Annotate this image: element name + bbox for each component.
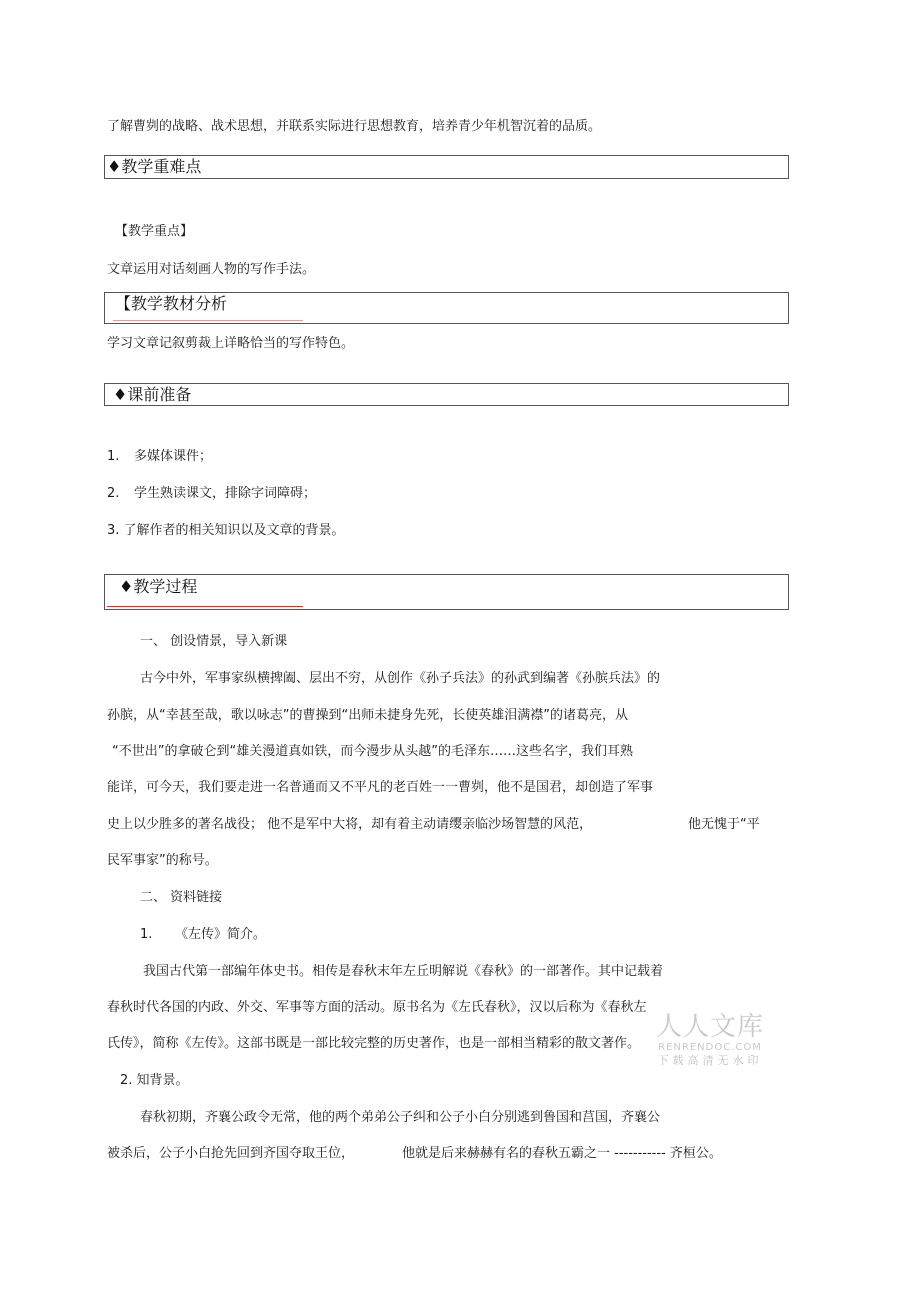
edit-underline — [113, 320, 303, 321]
watermark-logo: 人人文库 — [655, 1012, 764, 1042]
part-2-title: 二、 资料链接 — [140, 890, 223, 905]
zuozhuan-line-1: 我国古代第一部编年体史书。相传是春秋末年左丘明解说《春秋》的一部著作。其中记载着 — [143, 964, 664, 979]
watermark — [648, 1012, 772, 1068]
heading-box-preparation — [104, 383, 789, 406]
prep-item-3: 3. 了解作者的相关知识以及文章的背景。 — [107, 523, 345, 538]
background-title: 2. 知背景。 — [120, 1073, 189, 1088]
heading-box-difficulty — [104, 155, 789, 179]
intro-line-1: 古今中外，军事家纵横捭阖、层出不穷，从创作《孙子兵法》的孙武到编著《孙膑兵法》的 — [140, 671, 661, 686]
part-1-title: 一、 创设情景，导入新课 — [140, 634, 288, 649]
zuozhuan-line-3: 氏传》，简称《左传》。这部书既是一部比较完整的历史著作，也是一部相当精彩的散文著作。 — [107, 1036, 641, 1051]
key-point-label: 【教学重点】 — [115, 224, 194, 239]
zuozhuan-title: 《左传》简介。 — [175, 927, 267, 942]
prep-item-2-number: 2. — [107, 486, 120, 501]
edit-underline — [107, 606, 303, 607]
intro-line-2: 孙膑，从“幸甚至哉，歌以咏志”的曹操到“出师未捷身先死，长使英雄泪满襟”的诸葛亮，从 — [107, 708, 628, 723]
intro-line-5-end: 他无愧于“平 — [688, 817, 760, 832]
zuozhuan-line-2: 春秋时代各国的内政、外交、军事等方面的活动。原书名为《左氏春秋》，汉以后称为《春秋左 — [107, 1000, 647, 1015]
intro-line-3: “不世出”的拿破仑到“雄关漫道真如铁，而今漫步从头越”的毛泽东……这些名字，我们耳熟 — [112, 744, 633, 759]
key-point-text: 文章运用对话刻画人物的写作手法。 — [107, 262, 316, 277]
watermark-subtitle: 下载高清无水印 — [657, 1054, 763, 1067]
difficulty-text: 学习文章记叙剪裁上详略恰当的写作特色。 — [107, 336, 355, 351]
intro-line-6: 民军事家”的称号。 — [107, 853, 218, 868]
background-line-2-end: 他就是后来赫赫有名的春秋五霸之一 ----------- 齐桓公。 — [402, 1146, 722, 1161]
watermark-url: RENRENDOC.COM — [658, 1042, 762, 1053]
intro-line-4: 能详，可今天，我们要走进一名普通而又不平凡的老百姓一一曹刿，他不是国君，却创造了军事 — [107, 780, 654, 795]
zuozhuan-number: 1. — [140, 927, 153, 942]
background-line-1: 春秋初期，齐襄公政令无常，他的两个弟弟公子纠和公子小白分别逃到鲁国和莒国，齐襄公 — [140, 1110, 661, 1125]
heading-difficulty: ♦教学重难点 — [107, 157, 202, 176]
heading-box-process — [104, 574, 789, 610]
heading-materials: 【教学教材分析 — [115, 294, 228, 313]
prep-item-2: 学生熟读课文，排除字词障碍； — [134, 486, 317, 501]
heading-box-materials — [104, 292, 789, 324]
heading-preparation: ♦课前准备 — [113, 385, 192, 404]
heading-process: ♦教学过程 — [119, 577, 198, 596]
prep-item-1-number: 1. — [107, 449, 120, 464]
prep-item-1: 多媒体课件； — [134, 449, 213, 464]
background-line-2: 被杀后，公子小白抢先回到齐国夺取王位， — [107, 1146, 355, 1161]
objective-text: 了解曹刿的战略、战术思想，并联系实际进行思想教育，培养青少年机智沉着的品质。 — [107, 119, 602, 134]
intro-line-5: 史上以少胜多的著名战役； 他不是军中大将，却有着主动请缨亲临沙场智慧的风范， — [107, 817, 593, 832]
